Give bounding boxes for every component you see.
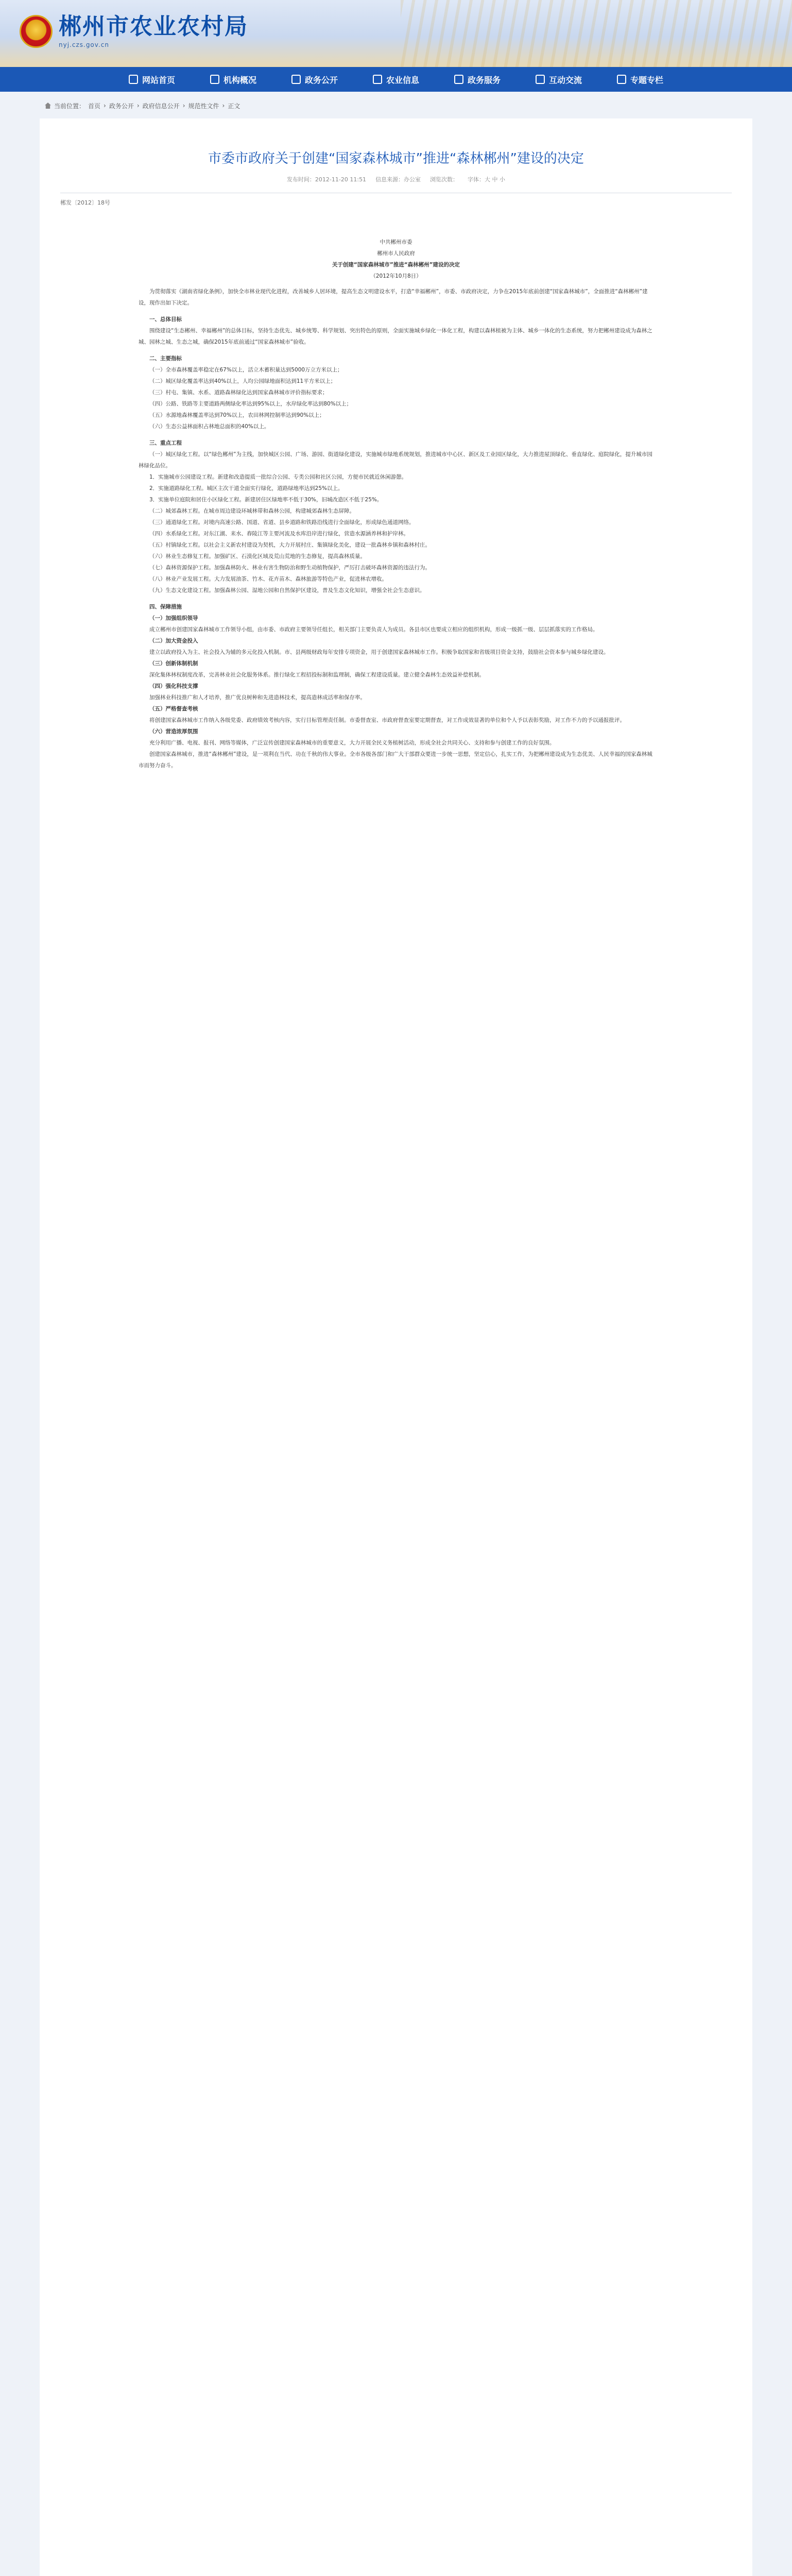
article-meta	[40, 175, 752, 183]
breadcrumb-link[interactable]: 政务公开	[109, 102, 134, 110]
site-header	[0, 0, 792, 67]
home-icon	[129, 75, 138, 84]
paragraph: （三）通道绿化工程。对境内高速公路、国道、省道、县乡道路和铁路沿线进行全面绿化，形成绿色通道网络。	[149, 519, 415, 526]
paragraph: （一）城区绿化工程。以“绿色郴州”为主线，加快城区公园、广场、游园、街道绿化建设，实施城市绿地系统规划，推进城市中心区、新区及工业园区绿化，大力推进屋顶绿化、垂直绿化、庭院绿化，提升城市园林绿化品位。	[139, 451, 652, 469]
section-heading: 一、总体目标	[149, 316, 182, 323]
paragraph: （四）水系绿化工程。对东江湖、耒水、舂陵江等主要河流及水库沿岸进行绿化，营造水源涵养林和护岸林。	[149, 531, 409, 537]
site-title: 郴州市农业农村局	[59, 13, 248, 40]
doc-number: 郴发〔2012〕18号	[60, 199, 110, 206]
breadcrumb-current: 正文	[228, 102, 240, 110]
nav-item-home[interactable]: 网站首页	[111, 67, 193, 92]
subsection-heading: （五）严格督查考核	[149, 706, 198, 712]
site-branding[interactable]	[20, 14, 248, 48]
section-heading: 三、重点工程	[149, 440, 182, 446]
view-count: 浏览次数：	[430, 176, 459, 183]
paragraph: 将创建国家森林城市工作纳入各级党委、政府绩效考核内容，实行目标管理责任制。市委督查室、市政府督查室要定期督查，对工作成效显著的单位和个人予以表彰奖励，对工作不力的予以通报批评。	[149, 717, 625, 723]
doc-title: 关于创建“国家森林城市”推进“森林郴州”建设的决定	[332, 262, 460, 268]
paragraph: （九）生态文化建设工程。加强森林公园、湿地公园和自然保护区建设，普及生态文化知识，增强全社会生态意识。	[149, 587, 425, 594]
paragraph: 建立以政府投入为主、社会投入为辅的多元化投入机制。市、县两级财政每年安排专项资金，用于创建国家森林城市工作。积极争取国家和省级项目资金支持，鼓励社会资本参与城乡绿化建设。	[149, 649, 609, 655]
subsection-heading: （四）强化科技支撑	[149, 683, 198, 689]
paragraph: 围绕建设“生态郴州、幸福郴州”的总体目标，坚持生态优先、城乡统筹、科学规划、突出特色的原则，全面实施城乡绿化一体化工程，构建以森林植被为主体、城乡一体化的生态系统，努力把郴州建设成为森林之城、园林之城、生态之城，确保2015年底前通过“国家森林城市”验收。	[139, 328, 652, 345]
issuer-line: 郴州市人民政府	[377, 250, 415, 257]
paragraph: 1．实施城市公园建设工程。新建和改造提质一批综合公园、专类公园和社区公园，方便市民就近休闲游憩。	[149, 474, 407, 480]
nav-item-service[interactable]: 政务服务	[437, 67, 518, 92]
paragraph: （二）城区绿化覆盖率达到40%以上，人均公园绿地面积达到11平方米以上；	[149, 378, 336, 384]
paragraph: （六）生态公益林面积占林地总面积的40%以上。	[149, 423, 270, 430]
breadcrumb: 当前位置： 首页 › 政务公开 › 政府信息公开 › 规范性文件 › 正文	[40, 98, 752, 113]
paragraph: （三）村屯、集镇、水系、道路森林绿化达到国家森林城市评价指标要求；	[149, 389, 328, 396]
location-icon	[45, 103, 51, 109]
paragraph: 成立郴州市创建国家森林城市工作领导小组，由市委、市政府主要领导任组长，相关部门主要负责人为成员。各县市区也要成立相应的组织机构，形成一级抓一级、层层抓落实的工作格局。	[149, 626, 598, 633]
subsection-heading: （三）创新体制机制	[149, 660, 198, 667]
subsection-heading: （六）营造浓厚氛围	[149, 728, 198, 735]
main-nav	[0, 67, 792, 92]
section-heading: 四、保障措施	[149, 604, 182, 610]
paragraph: （四）公路、铁路等主要道路两侧绿化率达到95%以上，水岸绿化率达到80%以上；	[149, 401, 352, 407]
service-icon	[454, 75, 463, 84]
article-panel	[40, 118, 752, 2576]
paragraph: （一）全市森林覆盖率稳定在67%以上，活立木蓄积量达到5000万立方米以上；	[149, 367, 343, 373]
breadcrumb-link[interactable]: 首页	[88, 102, 101, 110]
org-icon	[210, 75, 219, 84]
paragraph: （八）林业产业发展工程。大力发展油茶、竹木、花卉苗木、森林旅游等特色产业，促进林农增收。	[149, 576, 387, 582]
topic-icon	[617, 75, 626, 84]
nav-item-interact[interactable]: 互动交流	[518, 67, 599, 92]
subsection-heading: （二）加大资金投入	[149, 638, 198, 644]
issuer-line: 中共郴州市委	[380, 239, 412, 245]
header-decoration	[401, 0, 792, 67]
page-title: 市委市政府关于创建“国家森林城市”推进“森林郴州”建设的决定	[208, 151, 584, 166]
nav-item-info[interactable]: 农业信息	[355, 67, 437, 92]
article-body	[139, 236, 653, 771]
paragraph: 创建国家森林城市，推进“森林郴州”建设，是一项利在当代、功在千秋的伟大事业。全市各级各部门和广大干部群众要进一步统一思想，坚定信心，扎实工作，为把郴州建设成为生态优美、人民幸福的国家森林城市而努力奋斗。	[139, 751, 652, 769]
paragraph: 为贯彻落实《湖南省绿化条例》，加快全市林业现代化进程，改善城乡人居环境，提高生态文明建设水平，打造“幸福郴州”，市委、市政府决定，力争在2015年底前创建“国家森林城市”，全面推进“森林郴州”建设，现作出如下决定。	[139, 289, 648, 306]
chat-icon	[536, 75, 545, 84]
breadcrumb-link[interactable]: 规范性文件	[188, 102, 219, 110]
paragraph: 加强林业科技推广和人才培养，推广优良树种和先进造林技术，提高造林成活率和保存率。	[149, 694, 366, 701]
paragraph: （二）城郊森林工程。在城市周边建设环城林带和森林公园，构建城郊森林生态屏障。	[149, 508, 355, 514]
nav-item-gov[interactable]: 政务公开	[274, 67, 355, 92]
publish-time: 发布时间：2012-11-20 11:51	[286, 176, 367, 183]
nav-item-org[interactable]: 机构概况	[193, 67, 274, 92]
subsection-heading: （一）加强组织领导	[149, 615, 198, 621]
site-subtitle: nyj.czs.gov.cn	[59, 41, 109, 48]
nav-item-topic[interactable]: 专题专栏	[599, 67, 681, 92]
breadcrumb-link[interactable]: 政府信息公开	[142, 102, 180, 110]
paragraph: （五）水源地森林覆盖率达到70%以上，农田林网控制率达到90%以上；	[149, 412, 325, 418]
paragraph: （五）村镇绿化工程。以社会主义新农村建设为契机，大力开展村庄、集镇绿化美化，建设一批森林乡镇和森林村庄。	[149, 542, 431, 548]
section-heading: 二、主要指标	[149, 355, 182, 362]
doc-date: （2012年10月8日）	[370, 273, 422, 279]
emblem-icon	[20, 15, 53, 48]
paragraph: 2．实施道路绿化工程。城区主次干道全面实行绿化，道路绿地率达到25%以上。	[149, 485, 343, 492]
info-source: 信息来源：办公室	[375, 176, 421, 183]
paragraph: （六）林业生态修复工程。加强矿区、石漠化区域及荒山荒地的生态修复，提高森林质量。	[149, 553, 366, 560]
document-icon	[291, 75, 301, 84]
paragraph: 深化集体林权制度改革，完善林业社会化服务体系。推行绿化工程招投标制和监理制，确保工程建设质量。建立健全森林生态效益补偿机制。	[149, 672, 485, 678]
news-icon	[373, 75, 382, 84]
font-size-switch[interactable]: 字体：大 中 小	[468, 176, 506, 183]
paragraph: （七）森林资源保护工程。加强森林防火、林业有害生物防治和野生动植物保护，严厉打击破坏森林资源的违法行为。	[149, 565, 431, 571]
paragraph: 3．实施单位庭院和居住小区绿化工程。新建居住区绿地率不低于30%，旧城改造区不低于25%。	[149, 497, 383, 503]
paragraph: 充分利用广播、电视、报刊、网络等媒体，广泛宣传创建国家森林城市的重要意义，大力开展全民义务植树活动，形成全社会共同关心、支持和参与创建工作的良好氛围。	[149, 740, 555, 746]
